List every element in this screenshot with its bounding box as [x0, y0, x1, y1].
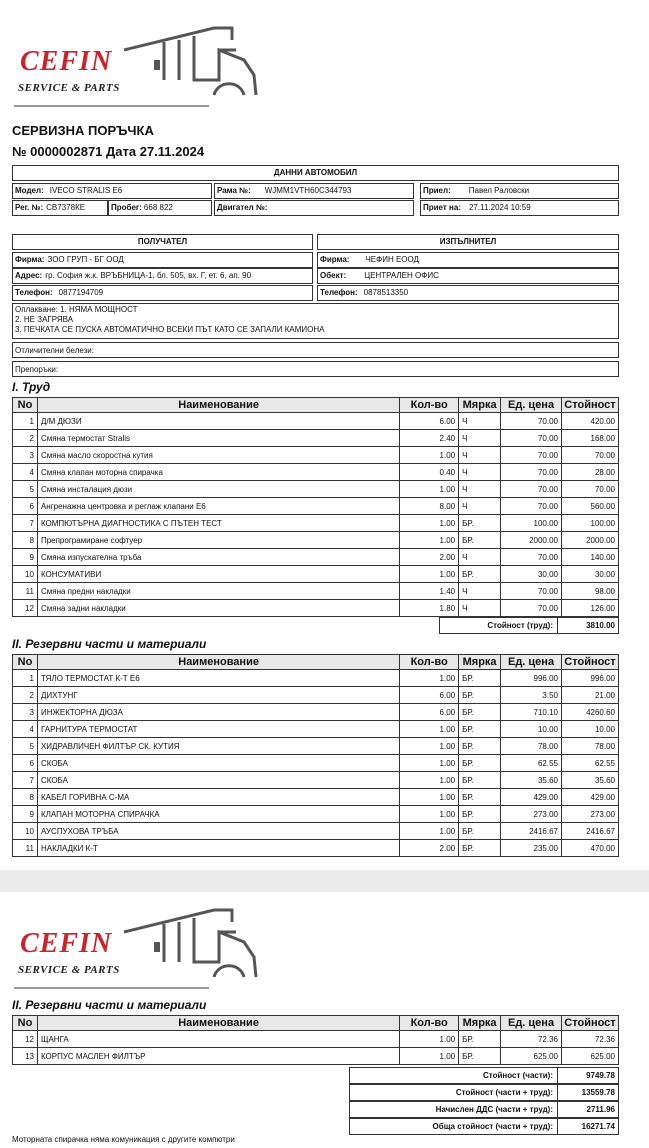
row-total: 78.00	[561, 738, 618, 755]
table-row	[13, 566, 619, 583]
row-qty: 6.00	[400, 687, 459, 704]
row-no: 8	[13, 532, 38, 549]
row-total: 126.00	[561, 600, 618, 617]
col-total: Стойност	[561, 655, 618, 670]
row-unit: Ч	[459, 583, 501, 600]
row-qty: 1.00	[400, 823, 459, 840]
row-qty: 6.00	[400, 704, 459, 721]
parts-table-2	[12, 1015, 619, 1065]
row-name: ИНЖЕКТОРНА ДЮЗА	[37, 704, 399, 721]
row-no: 4	[13, 464, 38, 481]
table-row	[13, 583, 619, 600]
complaint-line-1: Оплакване: 1. НЯМА МОЩНОСТ	[15, 305, 138, 314]
row-unit: БР.	[459, 566, 501, 583]
row-no: 4	[13, 721, 38, 738]
row-total: 35.60	[561, 772, 618, 789]
page-2	[0, 892, 649, 1148]
col-unit: Мярка	[459, 1016, 501, 1031]
labor-table	[12, 397, 619, 617]
row-unit: БР.	[459, 840, 501, 857]
complaint-line-3: 3. ПЕЧКАТА СЕ ПУСКА АВТОМАТИЧНО ВСЕКИ ПЪТ КАТО СЕ ЗАПАЛИ КАМИОНА	[15, 325, 325, 334]
row-no: 3	[13, 447, 38, 464]
table-row	[13, 481, 619, 498]
row-name: Смяна задни накладки	[37, 600, 399, 617]
row-no: 10	[13, 823, 38, 840]
table-row	[13, 430, 619, 447]
col-total: Стойност	[561, 398, 618, 413]
row-unit: БР.	[459, 755, 501, 772]
row-total: 429.00	[561, 789, 618, 806]
col-qty: Кол-во	[400, 655, 459, 670]
row-no: 2	[13, 430, 38, 447]
row-price: 2000.00	[501, 532, 562, 549]
executor-company: Фирма: ЧЕФИН ЕООД	[317, 252, 619, 268]
row-total: 100.00	[561, 515, 618, 532]
row-no: 7	[13, 772, 38, 789]
row-no: 1	[13, 413, 38, 430]
row-total: 560.00	[561, 498, 618, 515]
row-unit: БР.	[459, 670, 501, 687]
row-no: 9	[13, 806, 38, 823]
vehicle-mileage: Пробег: 668 822	[108, 200, 212, 216]
row-qty: 1.00	[400, 670, 459, 687]
recommendations-box: Препоръки:	[12, 361, 619, 377]
row-name: КЛАПАН МОТОРНА СПИРАЧКА	[37, 806, 399, 823]
vehicle-frame: Рама №: WJMM1VTH60C344793	[214, 183, 414, 199]
recipient-company: Фирма: ЗОО ГРУП - БГ ООД	[12, 252, 313, 268]
row-price: 70.00	[501, 464, 562, 481]
row-unit: БР.	[459, 789, 501, 806]
row-unit: БР.	[459, 532, 501, 549]
row-no: 3	[13, 704, 38, 721]
row-name: Смяна предни накладки	[37, 583, 399, 600]
logo-subtitle-2: SERVICE & PARTS	[18, 964, 120, 976]
vehicle-received-on: Приет на: 27.11.2024 10:59	[420, 200, 619, 216]
col-no: No	[13, 1016, 38, 1031]
table-row	[13, 549, 619, 566]
row-name: КОМПЮТЪРНА ДИАГНОСТИКА С ПЪТЕН ТЕСТ	[37, 515, 399, 532]
row-price: 72.36	[501, 1031, 562, 1048]
row-total: 30.00	[561, 566, 618, 583]
row-price: 996.00	[501, 670, 562, 687]
col-name: Наименование	[37, 398, 399, 413]
row-total: 21.00	[561, 687, 618, 704]
row-qty: 1.00	[400, 806, 459, 823]
row-total: 4260.60	[561, 704, 618, 721]
row-name: Смяна масло скоростна кутия	[37, 447, 399, 464]
vehicle-model: Модел: IVECO STRALIS E6	[12, 183, 212, 199]
row-unit: БР.	[459, 704, 501, 721]
executor-site: Обект: ЦЕНТРАЛЕН ОФИС	[317, 268, 619, 284]
row-qty: 1.00	[400, 515, 459, 532]
marks-box: Отличителни белези:	[12, 342, 619, 358]
row-unit: Ч	[459, 413, 501, 430]
row-qty: 2.00	[400, 549, 459, 566]
row-price: 710.10	[501, 704, 562, 721]
row-price: 70.00	[501, 549, 562, 566]
col-price: Ед. цена	[501, 398, 562, 413]
row-unit: Ч	[459, 464, 501, 481]
row-total: 98.00	[561, 583, 618, 600]
row-unit: БР.	[459, 738, 501, 755]
row-qty: 2.40	[400, 430, 459, 447]
row-name: Ангренажна центровка и реглаж клапани Е6	[37, 498, 399, 515]
table-row	[13, 721, 619, 738]
row-no: 1	[13, 670, 38, 687]
row-name: ХИДРАВЛИЧЕН ФИЛТЪР СК. КУТИЯ	[37, 738, 399, 755]
row-total: 2000.00	[561, 532, 618, 549]
row-name: КОРПУС МАСЛЕН ФИЛТЪР	[37, 1048, 399, 1065]
row-unit: Ч	[459, 481, 501, 498]
row-no: 6	[13, 755, 38, 772]
total-parts: Стойност (части): 9749.78	[349, 1067, 619, 1084]
row-name: АУСПУХОВА ТРЪБА	[37, 823, 399, 840]
row-name: ТЯЛО ТЕРМОСТАТ К-Т Е6	[37, 670, 399, 687]
table-row	[13, 515, 619, 532]
row-unit: БР.	[459, 1031, 501, 1048]
table-row	[13, 532, 619, 549]
row-no: 12	[13, 1031, 38, 1048]
labor-total: Стойност (труд): 3810.00	[439, 617, 619, 634]
order-number-date: № 0000002871 Дата 27.11.2024	[12, 144, 205, 159]
col-price: Ед. цена	[501, 655, 562, 670]
page-gap	[0, 870, 649, 892]
executor-header: ИЗПЪЛНИТЕЛ	[317, 234, 619, 250]
row-total: 70.00	[561, 447, 618, 464]
complaint-box	[12, 303, 619, 339]
total-grand: Обща стойност (части + труд): 16271.74	[349, 1118, 619, 1135]
row-price: 70.00	[501, 498, 562, 515]
row-unit: БР.	[459, 1048, 501, 1065]
row-price: 273.00	[501, 806, 562, 823]
row-price: 35.60	[501, 772, 562, 789]
row-name: КАБЕЛ ГОРИВНА С-МА	[37, 789, 399, 806]
row-name: Д/М ДЮЗИ	[37, 413, 399, 430]
recipient-address: Адрес: гр. София ж.к. ВРЪБНИЦА-1, бл. 505, вх. Г, ет. 6, ап. 90	[12, 268, 313, 284]
row-qty: 1.00	[400, 1048, 459, 1065]
order-title: СЕРВИЗНА ПОРЪЧКА	[12, 123, 154, 138]
row-total: 62.55	[561, 755, 618, 772]
row-qty: 1.00	[400, 447, 459, 464]
vehicle-header: ДАННИ АВТОМОБИЛ	[12, 165, 619, 181]
row-unit: БР.	[459, 515, 501, 532]
parts-table	[12, 654, 619, 857]
row-qty: 1.00	[400, 532, 459, 549]
row-qty: 1.00	[400, 481, 459, 498]
complaint-line-2: 2. НЕ ЗАГРЯВА	[15, 315, 74, 324]
row-no: 11	[13, 840, 38, 857]
row-total: 72.36	[561, 1031, 618, 1048]
table-row	[13, 670, 619, 687]
total-vat: Начислен ДДС (части + труд): 2711.96	[349, 1101, 619, 1118]
col-no: No	[13, 398, 38, 413]
table-row	[13, 464, 619, 481]
row-no: 8	[13, 789, 38, 806]
row-name: НАКЛАДКИ К-Т	[37, 840, 399, 857]
row-name: ДИХТУНГ	[37, 687, 399, 704]
row-no: 9	[13, 549, 38, 566]
table-row	[13, 600, 619, 617]
col-qty: Кол-во	[400, 398, 459, 413]
row-total: 996.00	[561, 670, 618, 687]
row-total: 28.00	[561, 464, 618, 481]
row-price: 100.00	[501, 515, 562, 532]
logo-brand: CEFIN	[20, 46, 113, 77]
row-qty: 0.40	[400, 464, 459, 481]
row-price: 78.00	[501, 738, 562, 755]
parts-section-title-2: II. Резервни части и материали	[12, 998, 207, 1012]
row-total: 2416.67	[561, 823, 618, 840]
logo-brand-2: CEFIN	[20, 928, 113, 959]
col-name: Наименование	[37, 1016, 399, 1031]
row-unit: БР.	[459, 806, 501, 823]
row-price: 3.50	[501, 687, 562, 704]
recipient-phone: Телефон: 0877194709	[12, 285, 313, 301]
vehicle-reg: Рег. №: СВ7378КЕ	[12, 200, 108, 216]
row-qty: 1.00	[400, 566, 459, 583]
row-name: Смяна клапан моторна спирачка	[37, 464, 399, 481]
row-price: 625.00	[501, 1048, 562, 1065]
parts-section-title: II. Резервни части и материали	[12, 637, 207, 651]
executor-phone: Телефон: 0878513350	[317, 285, 619, 301]
row-total: 140.00	[561, 549, 618, 566]
row-total: 168.00	[561, 430, 618, 447]
row-unit: БР.	[459, 687, 501, 704]
row-price: 70.00	[501, 481, 562, 498]
row-qty: 8.00	[400, 498, 459, 515]
row-price: 70.00	[501, 430, 562, 447]
recipient-header: ПОЛУЧАТЕЛ	[12, 234, 313, 250]
total-parts-labor: Стойност (части + труд): 13559.78	[349, 1084, 619, 1101]
row-price: 2416.67	[501, 823, 562, 840]
row-price: 70.00	[501, 413, 562, 430]
totals-block	[349, 1067, 619, 1135]
row-name: Смяна изпускателна тръба	[37, 549, 399, 566]
row-qty: 1.80	[400, 600, 459, 617]
vehicle-received-by: Приел: Павел Раловски	[420, 183, 619, 199]
row-price: 10.00	[501, 721, 562, 738]
col-name: Наименование	[37, 655, 399, 670]
table-row	[13, 1031, 619, 1048]
row-total: 470.00	[561, 840, 618, 857]
row-price: 70.00	[501, 447, 562, 464]
row-price: 62.55	[501, 755, 562, 772]
row-qty: 1.00	[400, 721, 459, 738]
row-qty: 2.00	[400, 840, 459, 857]
table-row	[13, 1048, 619, 1065]
table-row	[13, 687, 619, 704]
row-unit: Ч	[459, 498, 501, 515]
row-name: СКОБА	[37, 755, 399, 772]
table-row	[13, 447, 619, 464]
row-qty: 1.00	[400, 755, 459, 772]
table-row	[13, 413, 619, 430]
row-no: 6	[13, 498, 38, 515]
row-total: 70.00	[561, 481, 618, 498]
row-no: 5	[13, 738, 38, 755]
row-price: 70.00	[501, 600, 562, 617]
row-name: ЩАНГА	[37, 1031, 399, 1048]
company-logo-2	[14, 902, 264, 990]
col-unit: Мярка	[459, 398, 501, 413]
col-price: Ед. цена	[501, 1016, 562, 1031]
row-unit: Ч	[459, 447, 501, 464]
row-qty: 1.00	[400, 1031, 459, 1048]
row-no: 12	[13, 600, 38, 617]
table-row	[13, 704, 619, 721]
table-row	[13, 789, 619, 806]
row-unit: Ч	[459, 430, 501, 447]
row-qty: 1.00	[400, 738, 459, 755]
table-row	[13, 772, 619, 789]
row-total: 10.00	[561, 721, 618, 738]
table-row	[13, 738, 619, 755]
row-name: ГАРНИТУРА ТЕРМОСТАТ	[37, 721, 399, 738]
row-price: 70.00	[501, 583, 562, 600]
row-qty: 6.00	[400, 413, 459, 430]
row-name: СКОБА	[37, 772, 399, 789]
row-unit: Ч	[459, 549, 501, 566]
row-name: Смяна термостат Stralis	[37, 430, 399, 447]
row-total: 273.00	[561, 806, 618, 823]
table-row	[13, 840, 619, 857]
row-name: Препрограмиране софтуер	[37, 532, 399, 549]
row-qty: 1.40	[400, 583, 459, 600]
col-unit: Мярка	[459, 655, 501, 670]
row-unit: БР.	[459, 772, 501, 789]
col-no: No	[13, 655, 38, 670]
table-row	[13, 806, 619, 823]
row-qty: 1.00	[400, 789, 459, 806]
row-no: 2	[13, 687, 38, 704]
row-no: 5	[13, 481, 38, 498]
col-qty: Кол-во	[400, 1016, 459, 1031]
vehicle-engine: Двигател №:	[214, 200, 414, 216]
table-row	[13, 498, 619, 515]
row-price: 235.00	[501, 840, 562, 857]
row-unit: БР.	[459, 721, 501, 738]
row-no: 10	[13, 566, 38, 583]
row-no: 7	[13, 515, 38, 532]
logo-subtitle: SERVICE & PARTS	[18, 82, 120, 94]
row-qty: 1.00	[400, 772, 459, 789]
row-total: 625.00	[561, 1048, 618, 1065]
row-no: 11	[13, 583, 38, 600]
row-total: 420.00	[561, 413, 618, 430]
row-unit: БР.	[459, 823, 501, 840]
footer-note: Моторната спирачка няма комуникация с другите компютри	[12, 1135, 235, 1144]
row-no: 13	[13, 1048, 38, 1065]
row-unit: Ч	[459, 600, 501, 617]
labor-section-title: I. Труд	[12, 380, 51, 394]
row-name: Смяна инсталация дюзи	[37, 481, 399, 498]
table-row	[13, 755, 619, 772]
row-price: 30.00	[501, 566, 562, 583]
company-logo	[14, 20, 264, 108]
col-total: Стойност	[561, 1016, 618, 1031]
table-row	[13, 823, 619, 840]
row-price: 429.00	[501, 789, 562, 806]
row-name: КОНСУМАТИВИ	[37, 566, 399, 583]
